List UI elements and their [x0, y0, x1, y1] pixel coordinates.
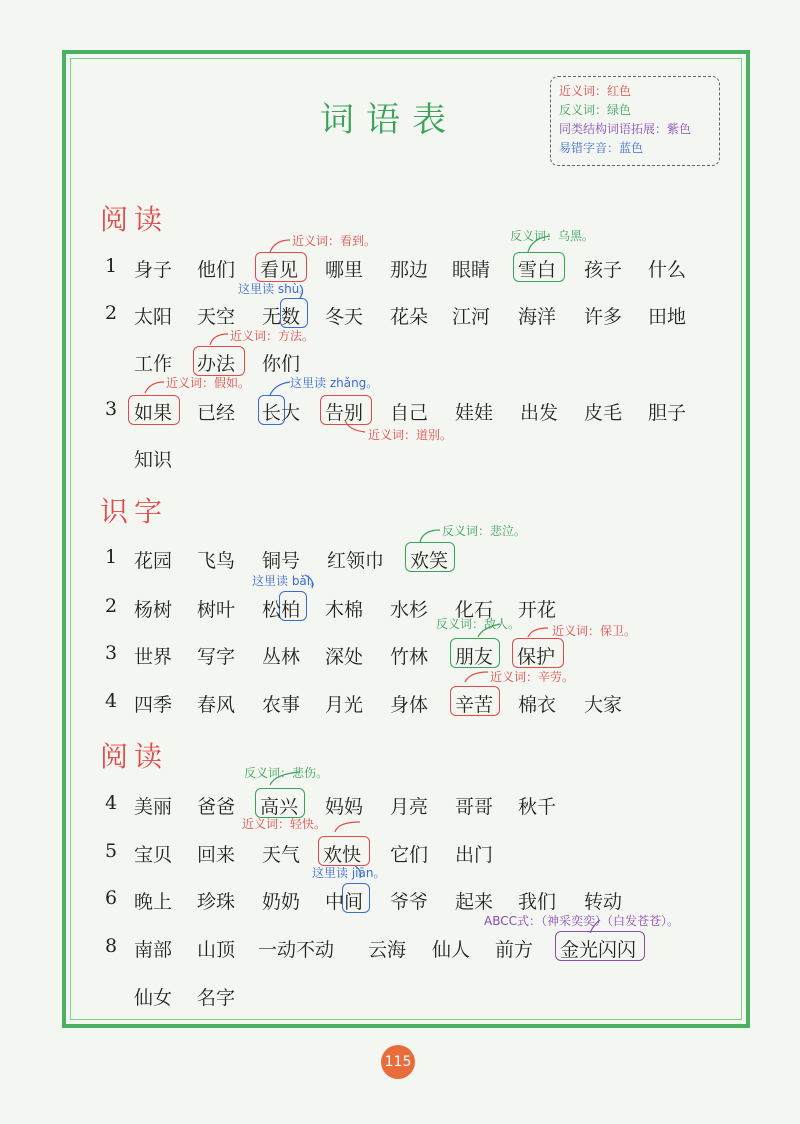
word: 田地: [648, 306, 687, 328]
word: 长大: [262, 402, 301, 424]
word: 名字: [197, 987, 236, 1009]
word: 化石: [455, 599, 494, 621]
word: 我们: [518, 891, 557, 913]
word: 许多: [584, 306, 623, 328]
row-number: 6: [105, 887, 118, 909]
word: 辛苦: [455, 694, 494, 716]
word: 竹林: [390, 646, 429, 668]
legend-synonym: 近义词：红色: [559, 84, 632, 98]
word: 一动不动: [258, 939, 335, 961]
word: 欢快: [323, 844, 362, 866]
word: 仙人: [432, 939, 471, 961]
word: 前方: [495, 939, 534, 961]
word: 胆子: [648, 402, 687, 424]
row-number: 1: [105, 546, 118, 568]
synonym-note: 近义词：方法。: [230, 329, 315, 343]
word: 太阳: [134, 306, 173, 328]
row-number: 3: [105, 642, 118, 664]
synonym-note: 近义词：保卫。: [552, 624, 637, 638]
word: 江河: [452, 306, 491, 328]
word: 丛林: [262, 646, 301, 668]
row-number: 3: [105, 398, 118, 420]
word: 水杉: [390, 599, 429, 621]
word: 飞鸟: [197, 550, 236, 572]
antonym-note: 反义词：悲伤。: [244, 766, 329, 780]
synonym-note: 近义词：看到。: [292, 234, 377, 248]
word: 开花: [518, 599, 557, 621]
legend-pronunciation: 易错字音：蓝色: [559, 141, 644, 155]
antonym-note: 反义词：敌人。: [436, 617, 521, 631]
pronunciation-note: 这里读 jiān。: [312, 866, 386, 880]
word: 月光: [325, 694, 364, 716]
word: 中间: [325, 891, 364, 913]
word: 孩子: [584, 259, 623, 281]
word: 珍珠: [197, 891, 236, 913]
structure-note: ABCC式：（神采奕奕）（白发苍苍）。: [484, 914, 679, 928]
word: 他们: [197, 259, 236, 281]
word: 身体: [390, 694, 429, 716]
word: 南部: [134, 939, 173, 961]
word: 木棉: [325, 599, 364, 621]
word: 树叶: [197, 599, 236, 621]
synonym-note: 近义词：辛劳。: [490, 670, 575, 684]
word: 你们: [262, 353, 301, 375]
row-number: 4: [105, 792, 118, 814]
word: 爷爷: [390, 891, 429, 913]
synonym-note: 近义词：道别。: [368, 428, 453, 442]
word: 金光闪闪: [560, 939, 637, 961]
word: 美丽: [134, 796, 173, 818]
word: 云海: [368, 939, 407, 961]
word: 冬天: [325, 306, 364, 328]
word: 朋友: [455, 646, 494, 668]
synonym-note: 近义词：轻快。: [242, 817, 327, 831]
row-number: 2: [105, 595, 118, 617]
word: 办法: [197, 353, 236, 375]
word: 皮毛: [584, 402, 623, 424]
word: 山顶: [197, 939, 236, 961]
word: 起来: [455, 891, 494, 913]
word: 晚上: [134, 891, 173, 913]
row-number: 8: [105, 935, 118, 957]
word: 奶奶: [262, 891, 301, 913]
word: 爸爸: [197, 796, 236, 818]
word: 月亮: [390, 796, 429, 818]
word: 哥哥: [455, 796, 494, 818]
pronunciation-note: 这里读 bǎi。: [252, 574, 323, 588]
row-number: 5: [105, 840, 118, 862]
page-title: 词语表: [320, 100, 458, 140]
pronunciation-note: 这里读 shù。: [238, 282, 312, 296]
antonym-note: 反义词：乌黑。: [510, 229, 595, 243]
word: 知识: [134, 449, 173, 471]
word: 天空: [197, 306, 236, 328]
section-heading-reading-1: 阅读: [100, 203, 169, 236]
pronunciation-note: 这里读 zhǎng。: [290, 376, 379, 390]
page-number-badge: 115: [381, 1045, 415, 1079]
word: 那边: [390, 259, 429, 281]
word: 工作: [134, 353, 173, 375]
word: 铜号: [262, 550, 301, 572]
word: 看见: [260, 259, 299, 281]
word: 出发: [520, 402, 559, 424]
word: 深处: [325, 646, 364, 668]
word: 已经: [197, 402, 236, 424]
word: 妈妈: [325, 796, 364, 818]
antonym-note: 反义词：悲泣。: [442, 524, 527, 538]
word: 海洋: [518, 306, 557, 328]
section-heading-reading-2: 阅读: [100, 740, 169, 773]
word: 花朵: [390, 306, 429, 328]
word: 棉衣: [518, 694, 557, 716]
row-number: 2: [105, 302, 118, 324]
word: 雪白: [518, 259, 557, 281]
word: 眼睛: [452, 259, 491, 281]
word: 保护: [517, 646, 556, 668]
synonym-note: 近义词：假如。: [166, 376, 251, 390]
word: 杨树: [134, 599, 173, 621]
word: 哪里: [325, 259, 364, 281]
word: 回来: [197, 844, 236, 866]
word: 天气: [262, 844, 301, 866]
word: 如果: [134, 402, 173, 424]
word: 高兴: [260, 796, 299, 818]
word: 身子: [134, 259, 173, 281]
word: 世界: [134, 646, 173, 668]
word: 秋千: [518, 796, 557, 818]
word: 春风: [197, 694, 236, 716]
word: 松柏: [262, 599, 301, 621]
word: 它们: [390, 844, 429, 866]
word: 出门: [455, 844, 494, 866]
word: 写字: [197, 646, 236, 668]
legend-antonym: 反义词：绿色: [559, 103, 632, 117]
word: 转动: [584, 891, 623, 913]
word: 农事: [262, 694, 301, 716]
word: 娃娃: [455, 402, 494, 424]
word: 什么: [648, 259, 687, 281]
section-heading-literacy: 识字: [100, 495, 169, 528]
word: 无数: [262, 306, 301, 328]
row-number: 1: [105, 255, 118, 277]
row-number: 4: [105, 690, 118, 712]
word: 宝贝: [134, 844, 173, 866]
word: 欢笑: [410, 550, 449, 572]
word: 仙女: [134, 987, 173, 1009]
word: 花园: [134, 550, 173, 572]
word: 四季: [134, 694, 173, 716]
word: 大家: [584, 694, 623, 716]
word: 告别: [325, 402, 364, 424]
legend-structure: 同类结构词语拓展：紫色: [559, 122, 692, 136]
word: 红领巾: [327, 550, 385, 572]
word: 自己: [390, 402, 429, 424]
